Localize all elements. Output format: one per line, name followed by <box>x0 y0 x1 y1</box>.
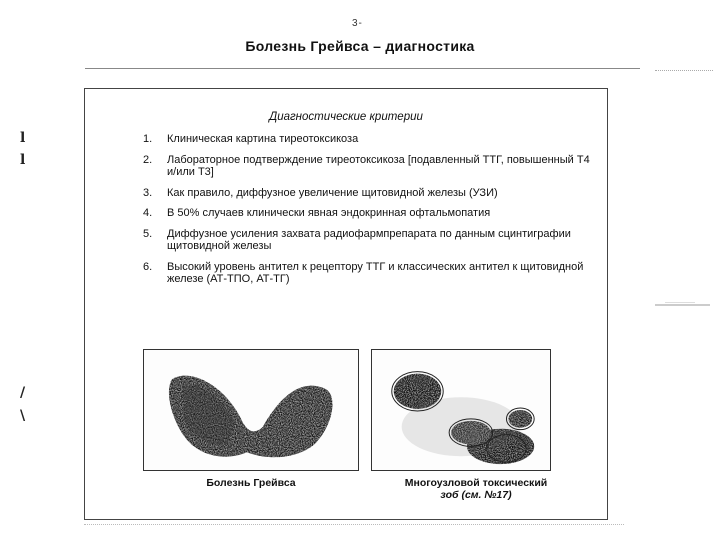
graves-caption: Болезнь Грейвса <box>206 477 296 489</box>
margin-mark: \ <box>20 408 26 424</box>
criteria-number: 4. <box>143 207 153 219</box>
criteria-text: В 50% случаев клинически явная эндокринная офтальмопатия <box>167 207 491 219</box>
criteria-item <box>143 154 593 179</box>
title-divider <box>85 68 640 69</box>
criteria-number: 5. <box>143 227 153 240</box>
criteria-number: 3. <box>143 186 153 199</box>
criteria-item <box>143 207 593 220</box>
top-mark: 3- <box>352 18 363 29</box>
margin-mark: l <box>20 130 26 146</box>
criteria-text: Высокий уровень антител к рецептору ТТГ и классических антител к щитовидной железе (АТ-ТПО, АТ-ТГ) <box>167 260 584 285</box>
criteria-text: Как правило, диффузное увеличение щитовидной железы (УЗИ) <box>167 186 498 199</box>
criteria-list <box>143 133 593 294</box>
criteria-item <box>143 261 593 286</box>
right-divider <box>655 70 713 71</box>
graves-scintigraphy-image <box>143 349 359 471</box>
criteria-item <box>143 187 593 200</box>
criteria-number: 6. <box>143 260 153 273</box>
criteria-number: 2. <box>143 153 153 166</box>
criteria-item <box>143 228 593 253</box>
criteria-text: Лабораторное подтверждение тиреотоксикоза [подавленный ТТГ, повышенный Т4 и/или Т3] <box>167 153 590 178</box>
criteria-item <box>143 133 593 146</box>
criteria-text: Диффузное усиления захвата радиофармпрепарата по данным сцинтиграфии щитовидной железы <box>167 227 571 252</box>
criteria-heading: Диагностические критерии <box>269 111 423 123</box>
margin-mark: l <box>20 152 26 168</box>
criteria-number: 1. <box>143 133 153 145</box>
criteria-text: Клиническая картина тиреотоксикоза <box>167 133 359 145</box>
bottom-divider <box>84 524 624 525</box>
page-title: Болезнь Грейвса – диагностика <box>245 38 475 54</box>
caption-line: Многоузловой токсический <box>404 477 548 489</box>
multinodular-goiter-scintigraphy-image <box>371 349 551 471</box>
document-frame <box>84 88 608 520</box>
margin-mark: / <box>20 385 26 401</box>
scan-artifact <box>655 300 710 312</box>
multinodular-goiter-caption <box>371 477 581 501</box>
caption-line: зоб (см. №17) <box>440 489 512 501</box>
